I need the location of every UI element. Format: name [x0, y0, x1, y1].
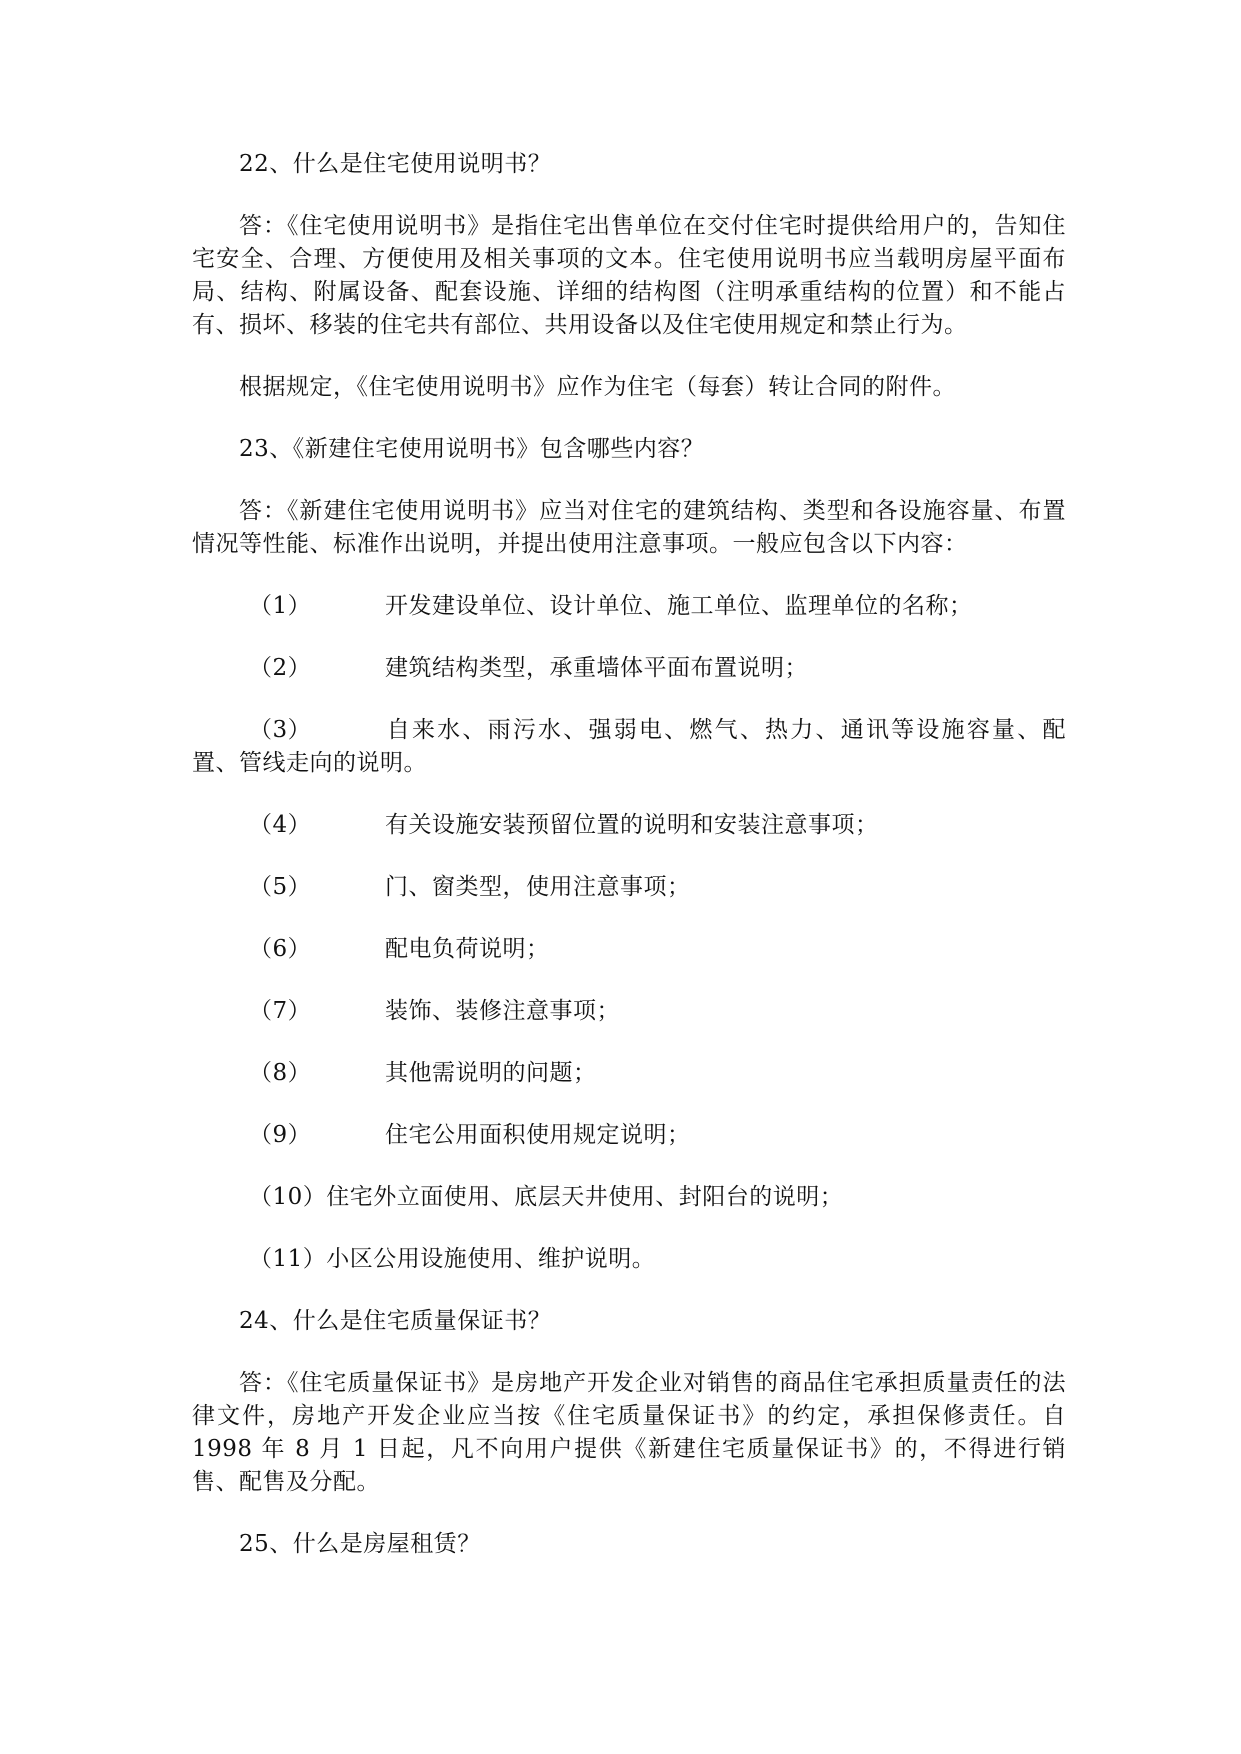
question-heading: 22、什么是住宅使用说明书？ [239, 151, 552, 177]
list-item-text: 开发建设单位、设计单位、施工单位、监理单位的名称； [385, 593, 973, 619]
answer-paragraph: 答：《新建住宅使用说明书》应当对住宅的建筑结构、类型和各设施容量、布置情况等性能、标准作出说明，并提出使用注意事项。一般应包含以下内容： [192, 498, 1066, 557]
list-item [192, 652, 1066, 685]
body-paragraph: 根据规定，《住宅使用说明书》应作为住宅（每套）转让合同的附件。 [239, 374, 956, 400]
question-heading: 24、什么是住宅质量保证书？ [239, 1308, 552, 1334]
list-item: （11）小区公用设施使用、维护说明。 [249, 1246, 656, 1272]
list-item-number: （7） [249, 998, 312, 1024]
list-item-text: 门、窗类型，使用注意事项； [385, 874, 691, 900]
list-item [192, 933, 1066, 966]
list-item-number: （1） [249, 593, 312, 619]
list-item-text: 自来水、雨污水、强弱电、燃气、热力、通讯等设施容量、配置、管线走向的说明。 [192, 717, 1066, 776]
list-item-text: 装饰、装修注意事项； [385, 998, 620, 1024]
question-heading: 23、《新建住宅使用说明书》包含哪些内容？ [239, 436, 705, 462]
list-item-text: 住宅公用面积使用规定说明； [385, 1122, 691, 1148]
list-item-number: （6） [249, 936, 312, 962]
list-item [192, 714, 1066, 780]
list-item-number: （9） [249, 1122, 312, 1148]
list-item: （10）住宅外立面使用、底层天井使用、封阳台的说明； [249, 1184, 844, 1210]
answer-paragraph: 答：《住宅使用说明书》是指住宅出售单位在交付住宅时提供给用户的，告知住宅安全、合理、方便使用及相关事项的文本。住宅使用说明书应当载明房屋平面布局、结构、附属设备、配套设施、详细的结构图（注明承重结构的位置）和不能占有、损坏、移装的住宅共有部位、共用设备以及住宅使用规定和禁止行为。 [192, 213, 1066, 338]
list-item-text: 建筑结构类型，承重墙体平面布置说明； [385, 655, 808, 681]
answer-paragraph: 答：《住宅质量保证书》是房地产开发企业对销售的商品住宅承担质量责任的法律文件，房地产开发企业应当按《住宅质量保证书》的约定，承担保修责任。自 1998 年 8 月 1 日起，凡不向用户提供《新建住宅质量保证书》的，不得进行销售、配售及分配。 [192, 1370, 1066, 1495]
list-item-number: （5） [249, 874, 312, 900]
list-item-number: （2） [249, 655, 312, 681]
list-item-text: 配电负荷说明； [385, 936, 550, 962]
list-item [192, 995, 1066, 1028]
list-item [192, 809, 1066, 842]
list-item [192, 871, 1066, 904]
list-item [192, 1119, 1066, 1152]
question-heading: 25、什么是房屋租赁？ [239, 1531, 481, 1557]
list-item-number: （8） [249, 1060, 312, 1086]
list-item [192, 590, 1066, 623]
list-item-number: （4） [249, 812, 312, 838]
list-item-number: （3） [249, 717, 312, 743]
list-item [192, 1057, 1066, 1090]
list-item-text: 其他需说明的问题； [385, 1060, 597, 1086]
document-body [192, 148, 1066, 1590]
list-item-text: 有关设施安装预留位置的说明和安装注意事项； [385, 812, 879, 838]
